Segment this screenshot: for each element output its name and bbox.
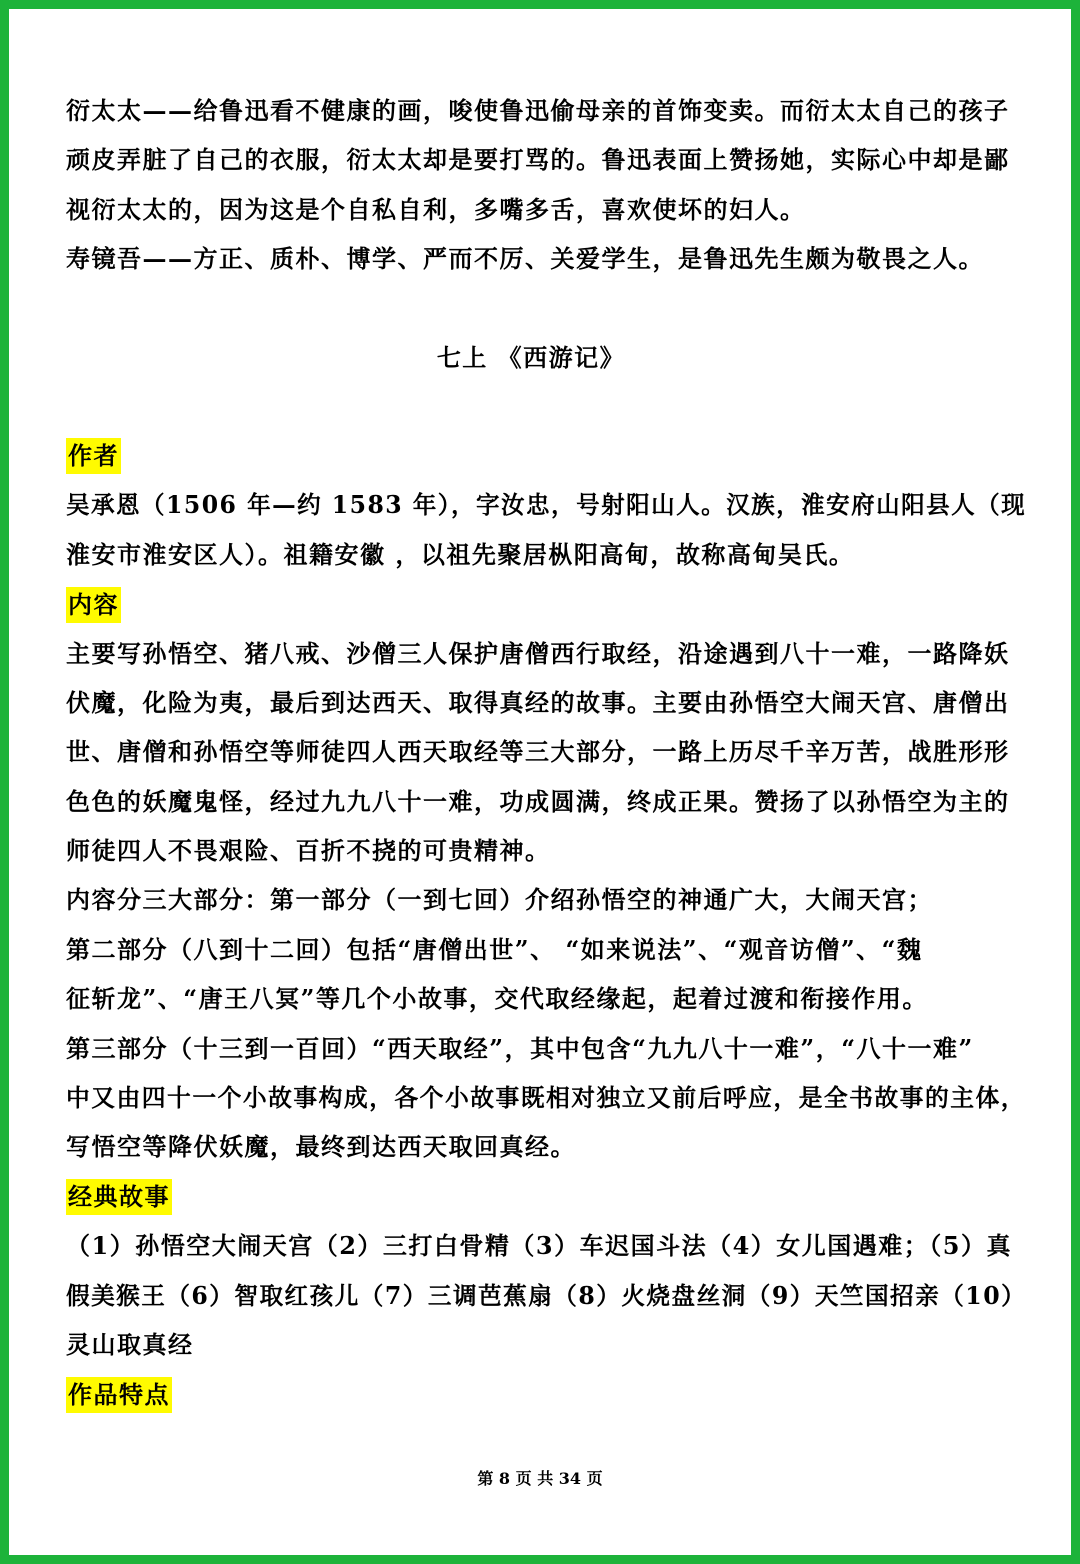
paragraph-line: 写悟空等降伏妖魔，最终到达西天取回真经。 — [66, 1132, 576, 1162]
paragraph-line: 师徒四人不畏艰险、百折不挠的可贵精神。 — [66, 836, 551, 866]
document-body — [66, 86, 1026, 1419]
content-section — [66, 629, 1026, 1172]
content-heading-row — [66, 579, 1026, 628]
paragraph-line: 中又由四十一个小故事构成，各个小故事既相对独立又前后呼应，是全书故事的主体， — [66, 1083, 1026, 1113]
character-descriptions — [66, 86, 1026, 284]
author-heading-row — [66, 431, 1026, 480]
page-footer: 第 8 页 共 34 页 — [477, 1469, 603, 1488]
paragraph-line: 寿镜吾——方正、质朴、博学、严而不厉、关爱学生，是鲁迅先生颇为敬畏之人。 — [66, 244, 984, 274]
author-heading: 作者 — [66, 438, 121, 474]
paragraph-line: 吴承恩（1506 年—约 1583 年），字汝忠，号射阳山人。汉族，淮安府山阳县人（现 — [66, 490, 1027, 520]
classic-stories-section — [66, 1221, 1026, 1369]
paragraph-line: 内容分三大部分：第一部分（一到七回）介绍孙悟空的神通广大，大闹天宫； — [66, 885, 933, 915]
features-heading: 作品特点 — [66, 1377, 172, 1413]
features-heading-row — [66, 1369, 1026, 1418]
paragraph-line: （1）孙悟空大闹天宫（2）三打白骨精（3）车迟国斗法（4）女儿国遇难；（5）真 — [66, 1231, 1012, 1261]
paragraph-line: 主要写孙悟空、猪八戒、沙僧三人保护唐僧西行取经，沿途遇到八十一难，一路降妖 — [66, 638, 1010, 668]
paragraph-line: 顽皮弄脏了自己的衣服，衍太太却是要打骂的。鲁迅表面上赞扬她，实际心中却是鄙 — [66, 145, 1010, 175]
paragraph-line: 衍太太——给鲁迅看不健康的画，唆使鲁迅偷母亲的首饰变卖。而衍太太自己的孩子 — [66, 96, 1010, 125]
paragraph-line: 灵山取真经 — [66, 1329, 194, 1359]
content-heading: 内容 — [66, 587, 121, 623]
paragraph-line: 视衍太太的，因为这是个自私自利，多嘴多舌，喜欢使坏的妇人。 — [66, 194, 806, 224]
section-title: 七上 《西游记》 — [436, 342, 626, 372]
author-section — [66, 480, 1026, 579]
paragraph-line: 征斩龙”、“唐王八冥”等几个小故事，交代取经缘起，起着过渡和衔接作用。 — [66, 984, 928, 1014]
paragraph-line: 淮安市淮安区人）。祖籍安徽 ，以祖先聚居枞阳高甸，故称高甸吴氏。 — [66, 539, 855, 569]
paragraph-line: 第二部分（八到十二回）包括“唐僧出世”、 “如来说法”、“观音访僧”、“魏 — [66, 934, 923, 964]
paragraph-line: 假美猴王（6）智取红孩儿（7）三调芭蕉扇（8）火烧盘丝洞（9）天竺国招亲（10） — [66, 1280, 1027, 1310]
paragraph-line: 世、唐僧和孙悟空等师徒四人西天取经等三大部分，一路上历尽千辛万苦，战胜形形 — [66, 737, 1010, 767]
paragraph-line: 色色的妖魔鬼怪，经过九九八十一难，功成圆满，终成正果。赞扬了以孙悟空为主的 — [66, 786, 1010, 816]
classic-stories-heading: 经典故事 — [66, 1179, 172, 1215]
classic-stories-heading-row — [66, 1172, 1026, 1221]
paragraph-line: 第三部分（十三到一百回）“西天取经”，其中包含“九九八十一难”，“八十一难” — [66, 1033, 974, 1063]
paragraph-line: 伏魔，化险为夷，最后到达西天、取得真经的故事。主要由孙悟空大闹天宫、唐僧出 — [66, 687, 1010, 717]
